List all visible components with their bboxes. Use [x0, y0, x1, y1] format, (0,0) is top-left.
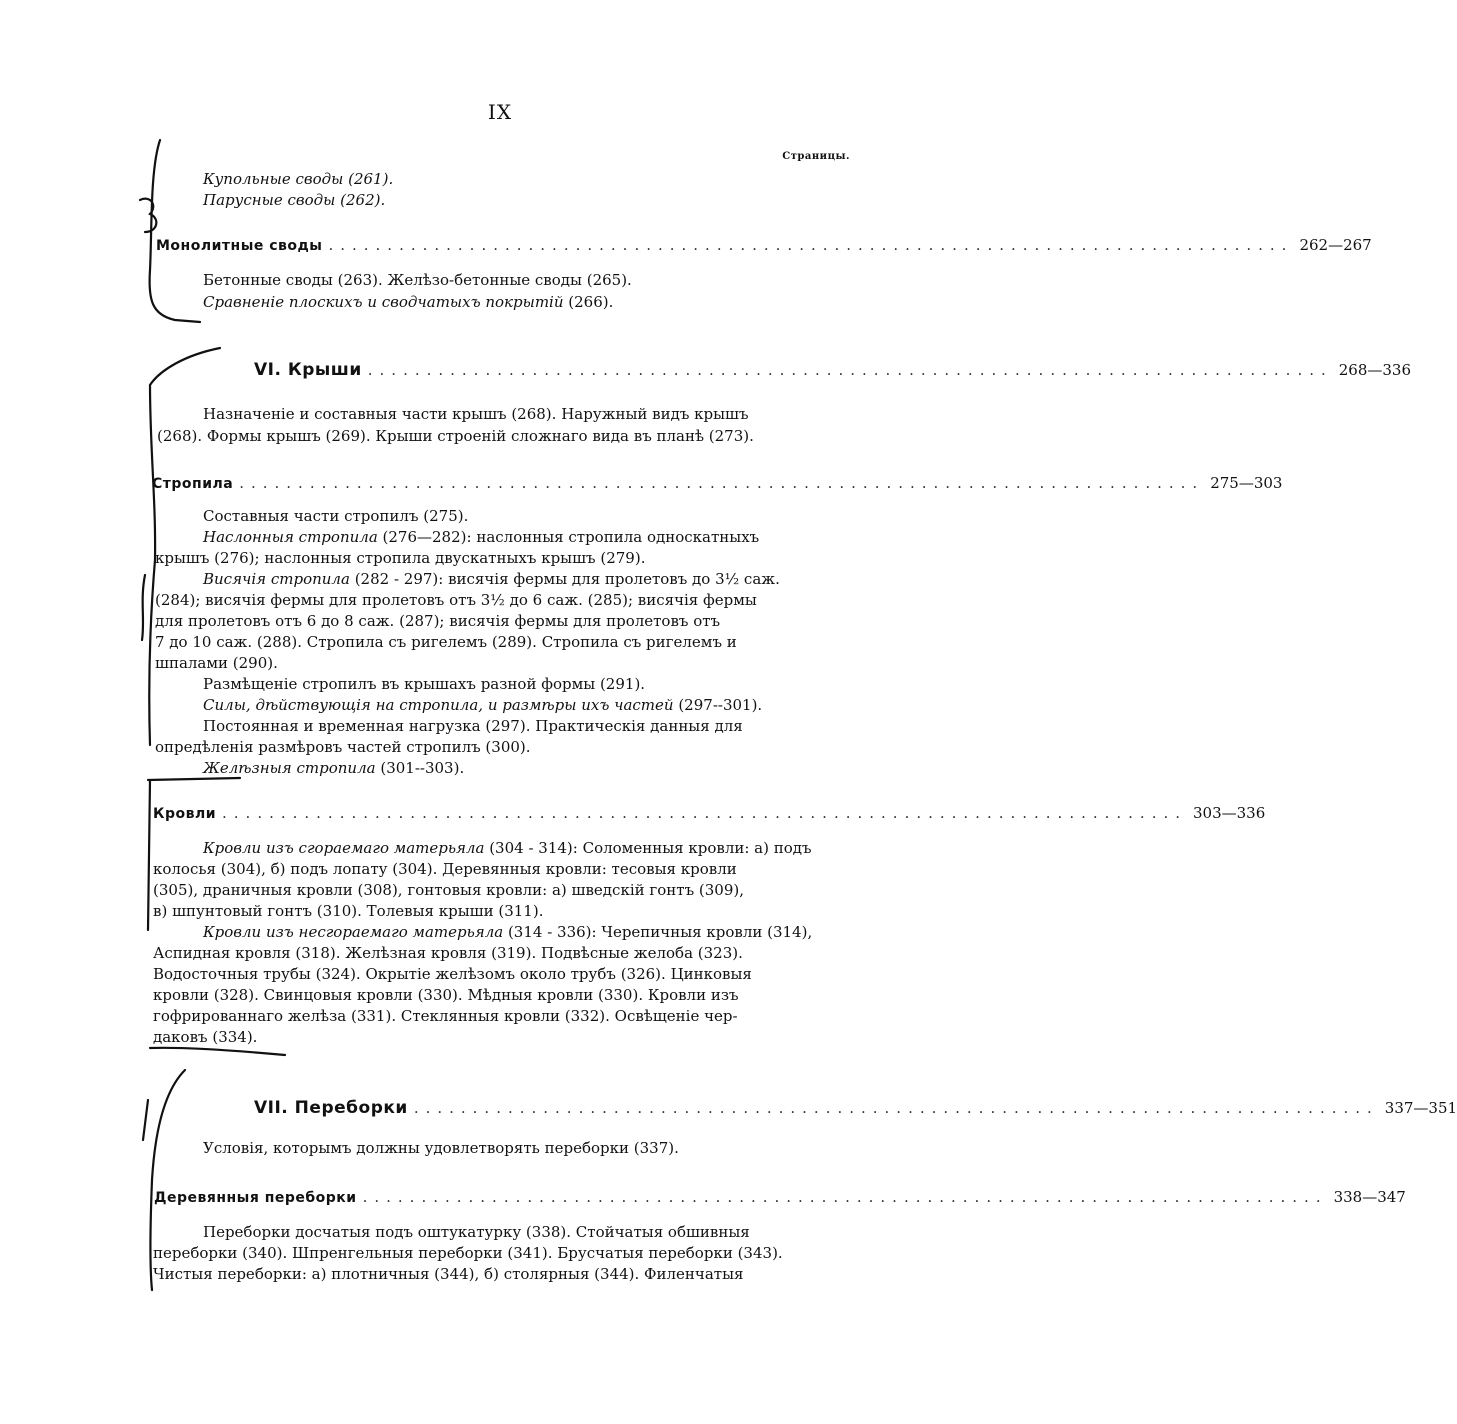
toc-entry-label: Монолитные своды	[156, 238, 323, 254]
toc-text: колосья (304), б) подъ лопату (304). Деревянныя кровли: тесовыя кровли	[153, 860, 737, 878]
toc-text: опредѣленія размѣровъ частей стропилъ (300).	[155, 738, 531, 756]
toc-entry-pages: 303—336	[1193, 804, 1266, 822]
toc-chapter-roofs[interactable]	[254, 360, 1412, 380]
toc-italic: Кровли изъ сгораемаго матерьяла	[203, 839, 485, 857]
toc-text-rest: (314 - 336): Черепичныя кровли (314),	[503, 923, 813, 941]
leader-dots: ..................................................................................	[362, 1188, 1328, 1206]
toc-text-rest: (301--303).	[375, 759, 465, 777]
toc-text: (268). Формы крышъ (269). Крыши строеній сложнаго вида въ планѣ (273).	[157, 427, 754, 445]
toc-text: Составныя части стропилъ (275).	[203, 507, 469, 525]
toc-text: гофрированнаго желѣза (331). Стеклянныя кровли (332). Освѣщеніе чер-	[153, 1007, 738, 1025]
toc-text-rest: (297--301).	[673, 696, 763, 714]
toc-entry-label: Стропила	[152, 476, 234, 492]
bracket-mark-roofing-2	[150, 1048, 285, 1055]
toc-text: (284); висячія фермы для пролетовъ отъ 3½ до 6 саж. (285); висячія фермы	[155, 591, 757, 609]
toc-text: крышъ (276); наслонныя стропила двускатныхъ крышъ (279).	[155, 549, 646, 567]
leader-dots: ..................................................................................	[222, 804, 1187, 822]
toc-text-rest: (304 - 314): Соломенныя кровли: а) подъ	[484, 839, 812, 857]
toc-subitem: Парусные своды (262).	[203, 191, 386, 209]
toc-text: переборки (340). Шпренгельныя переборки (341). Брусчатыя переборки (343).	[153, 1244, 783, 1262]
page-number: IX	[487, 100, 513, 124]
toc-italic: Висячія стропила	[203, 570, 350, 588]
toc-text: Переборки досчатыя подъ оштукатурку (338). Стойчатыя обшивныя	[203, 1223, 750, 1241]
toc-entry-rafters[interactable]	[152, 474, 1283, 492]
toc-text: шпалами (290).	[155, 654, 278, 672]
numeral-3-mark	[140, 199, 156, 232]
toc-text	[203, 695, 762, 715]
toc-entry-wooden-partitions[interactable]	[154, 1188, 1406, 1206]
toc-entry-roofing[interactable]	[153, 804, 1266, 822]
toc-entry-pages: 338—347	[1333, 1188, 1406, 1206]
toc-entry-pages: 262—267	[1299, 236, 1372, 254]
toc-text	[203, 292, 613, 312]
toc-text: Аспидная кровля (318). Желѣзная кровля (319). Подвѣсные желоба (323).	[153, 944, 743, 962]
toc-text: (305), драничныя кровли (308), гонтовыя кровли: а) шведскій гонтъ (309),	[153, 881, 744, 899]
leader-dots: ..................................................................................	[367, 361, 1333, 379]
leader-dots: ..................................................................................	[239, 474, 1205, 492]
toc-text	[203, 527, 759, 547]
toc-text-rest: (282 - 297): висячія фермы для пролетовъ до 3½ саж.	[349, 570, 780, 588]
pages-column-label: Страницы.	[782, 151, 850, 162]
toc-entry-label: Кровли	[153, 806, 217, 822]
toc-italic: Кровли изъ несгораемаго матерьяла	[203, 923, 504, 941]
toc-text: Бетонные своды (263). Желѣзо-бетонные своды (265).	[203, 271, 632, 289]
toc-entry-monolithic-vaults[interactable]	[156, 236, 1372, 254]
toc-text: Условія, которымъ должны удовлетворять переборки (337).	[203, 1139, 679, 1157]
toc-text: Постоянная и временная нагрузка (297). Практическія данныя для	[203, 717, 743, 735]
leader-dots: ..................................................................................	[413, 1099, 1379, 1117]
toc-italic: Силы, дѣйствующія на стропила, и размѣры ихъ частей	[203, 696, 674, 714]
toc-text: 7 до 10 саж. (288). Стропила съ ригелемъ (289). Стропила съ ригелемъ и	[155, 633, 737, 651]
toc-text	[203, 569, 780, 589]
toc-subitem: Купольные своды (261).	[203, 170, 394, 188]
toc-text: для пролетовъ отъ 6 до 8 саж. (287); висячія фермы для пролетовъ отъ	[155, 612, 721, 630]
toc-text-rest: (266).	[563, 293, 614, 311]
slash-mark	[143, 1100, 148, 1140]
toc-text	[203, 838, 812, 858]
toc-italic: Наслонныя стропила	[203, 528, 378, 546]
toc-text: Назначеніе и составныя части крышъ (268). Наружный видъ крышъ	[203, 405, 749, 423]
toc-italic: Желѣзныя стропила	[203, 759, 376, 777]
toc-entry-label: Деревянныя переборки	[154, 1190, 357, 1206]
toc-entry-pages: 275—303	[1210, 474, 1283, 492]
toc-entry-pages: 268—336	[1338, 361, 1412, 379]
toc-chapter-partitions[interactable]	[254, 1098, 1457, 1118]
toc-chapter-label: VI. Крыши	[254, 360, 362, 380]
toc-text: Водосточныя трубы (324). Окрытіе желѣзомъ около трубъ (326). Цинковыя	[153, 965, 752, 983]
bracket-mark-vaults	[150, 140, 200, 322]
leader-dots: ..................................................................................	[328, 236, 1294, 254]
toc-text	[203, 922, 812, 942]
toc-text: в) шпунтовый гонтъ (310). Толевыя крыши (311).	[153, 902, 544, 920]
toc-chapter-label: VII. Переборки	[254, 1098, 408, 1118]
toc-entry-pages: 337—351	[1384, 1099, 1457, 1117]
toc-text	[203, 758, 464, 778]
toc-text-rest: (276—282): наслонныя стропила односкатныхъ	[377, 528, 760, 546]
toc-italic: Сравненіе плоскихъ и сводчатыхъ покрытій	[203, 293, 564, 311]
toc-text: даковъ (334).	[153, 1028, 258, 1046]
toc-text: Размѣщеніе стропилъ въ крышахъ разной формы (291).	[203, 675, 646, 693]
bracket-mark-roofs-2	[142, 575, 145, 640]
toc-text: кровли (328). Свинцовыя кровли (330). Мѣдныя кровли (330). Кровли изъ	[153, 986, 739, 1004]
toc-text: Чистыя переборки: а) плотничныя (344), б) столярныя (344). Филенчатыя	[153, 1265, 744, 1283]
